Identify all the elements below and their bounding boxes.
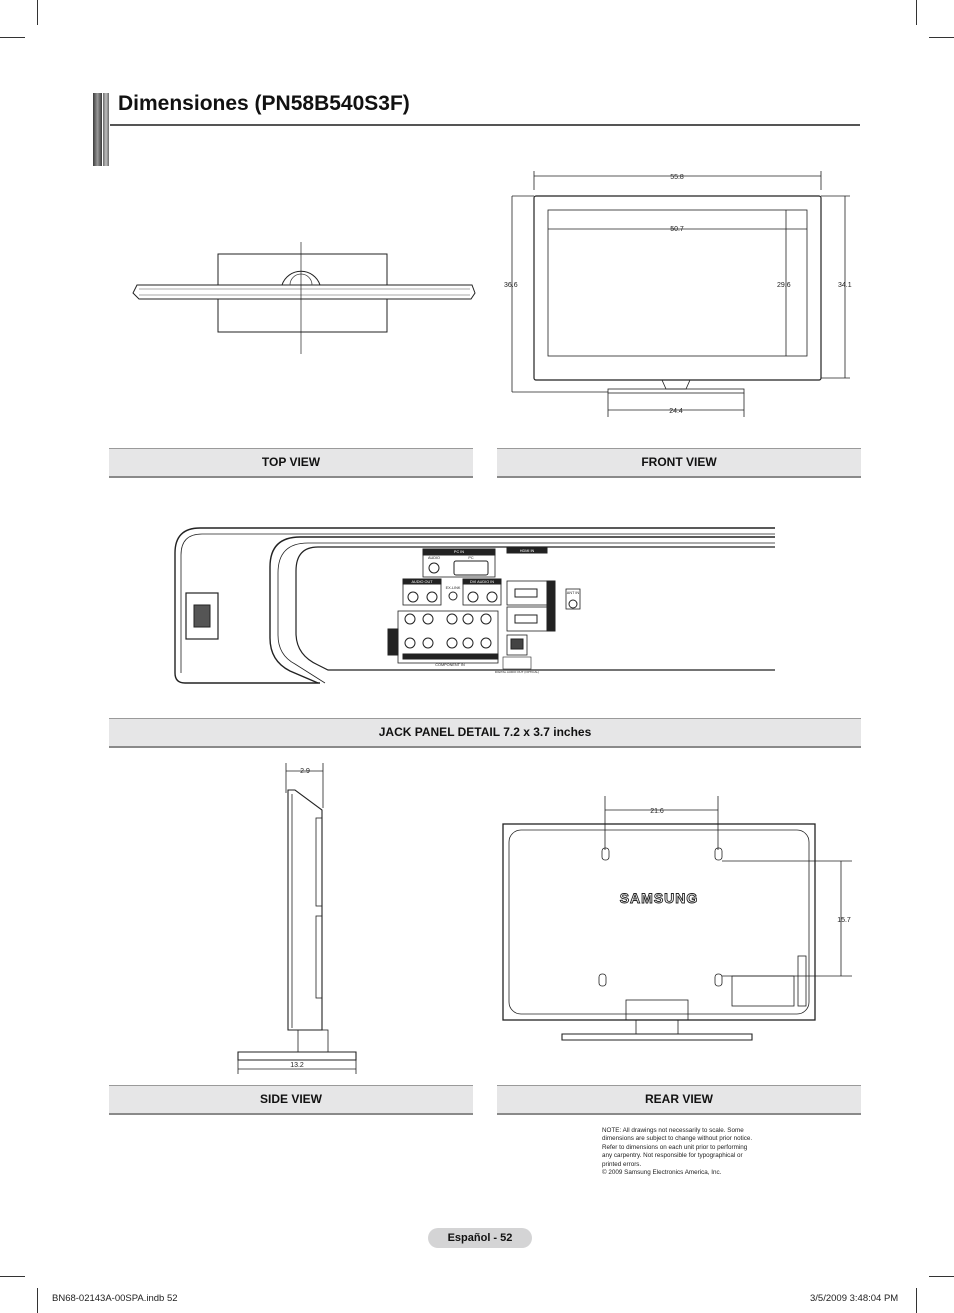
title-decoration [93,93,109,166]
jack-hdmi-in-label: HDMI IN [519,549,535,553]
jack-panel-drawing [170,523,780,691]
dim-mount-h: 21.6 [650,808,664,815]
note-line: Refer to dimensions on each unit prior to performing [602,1143,748,1151]
side-view-drawing [230,758,370,1078]
jack-audio-label: AUDIO [427,556,441,560]
jack-component-in-label: COMPONENT IN [435,663,465,667]
dim-screen-width: 50.7 [670,226,684,233]
top-view-label: TOP VIEW [109,448,473,478]
crop-mark [0,37,25,38]
footer-file: BN68-02143A-00SPA.indb 52 [52,1293,178,1304]
jack-pc-label: PC [468,556,474,560]
crop-mark [929,37,954,38]
crop-mark [929,1276,954,1277]
jack-digital-audio-out-label: DIGITAL AUDIO OUT (OPTICAL) [494,670,540,674]
note-line: any carpentry. Not responsible for typographical or [602,1152,743,1160]
front-view-label: FRONT VIEW [497,448,861,478]
note-line: printed errors. [602,1160,642,1168]
dim-mount-v: 15.7 [837,917,851,924]
dim-side-depth: 2.9 [300,768,310,775]
dim-body-height: 34.1 [838,282,852,289]
dim-stand-width: 24.4 [669,408,683,415]
front-view-drawing [500,165,860,430]
note-line: © 2009 Samsung Electronics America, Inc. [602,1169,722,1177]
jack-ex-link-label: EX-LINK [445,586,461,590]
note-line: dimensions are subject to change without prior notice. [602,1135,753,1143]
page-title: Dimensiones (PN58B540S3F) [118,92,410,115]
jack-panel-label: JACK PANEL DETAIL 7.2 x 3.7 inches [109,718,861,748]
rear-view-drawing [498,790,860,1045]
dim-stand-depth: 13.2 [290,1062,304,1069]
dim-total-height: 36.6 [504,282,518,289]
jack-ant-in-label: ANT IN [566,591,580,595]
crop-mark [0,1276,25,1277]
jack-pc-in-label: PC IN [453,550,465,554]
top-view-drawing [125,238,485,358]
rear-view-label: REAR VIEW [497,1085,861,1115]
side-view-label: SIDE VIEW [109,1085,473,1115]
jack-audio-out-label: AUDIO OUT [411,580,433,584]
crop-mark [916,1288,917,1313]
disclaimer-note [602,1127,777,1177]
note-line: NOTE: All drawings not necessarily to scale. Some [602,1127,744,1134]
page-number: Español - 52 [428,1228,532,1248]
jack-dvi-audio-in-label: DVI AUDIO IN [469,580,495,584]
dim-screen-height: 29.6 [777,282,791,289]
crop-mark [37,0,38,25]
crop-mark [37,1288,38,1313]
brand-logo: SAMSUNG [619,890,699,906]
title-rule [110,124,860,126]
crop-mark [916,0,917,25]
footer-date: 3/5/2009 3:48:04 PM [810,1293,899,1304]
dim-front-width: 55.8 [670,174,684,181]
